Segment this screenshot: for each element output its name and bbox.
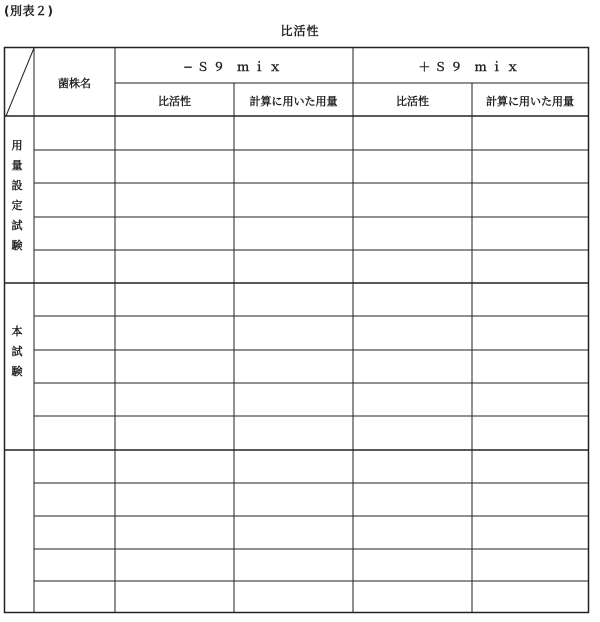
dose-used-header: 計算に用いた用量 [486,95,574,108]
section-label-char: 用 [11,139,23,152]
specific-activity-header: 比活性 [396,95,429,108]
section-label-char: 量 [11,159,23,172]
specific-activity-header: 比活性 [158,95,191,108]
document-tag: (別表２) [4,4,54,18]
section-label-char: 試 [11,345,23,358]
section-label-char: 本 [11,325,23,338]
table-border [5,48,589,613]
section-label-char: 験 [11,239,23,252]
strain-name-header: 菌株名 [58,77,91,90]
dose-used-header: 計算に用いた用量 [249,95,338,108]
section-label-char: 設 [11,179,23,192]
section-label-char: 験 [11,365,23,378]
plus-s9-mix-header: ＋Ｓ９ ｍｉｘ [418,60,523,74]
section-label-char: 定 [11,199,23,212]
section-label-dose-finding [6,136,28,256]
section-label-char: 試 [11,219,23,232]
minus-s9-mix-header: −Ｓ９ ｍｉｘ [182,60,286,74]
corner-diagonal [6,48,34,116]
section-label-main-test [6,322,28,382]
table-title: 比活性 [280,24,320,38]
